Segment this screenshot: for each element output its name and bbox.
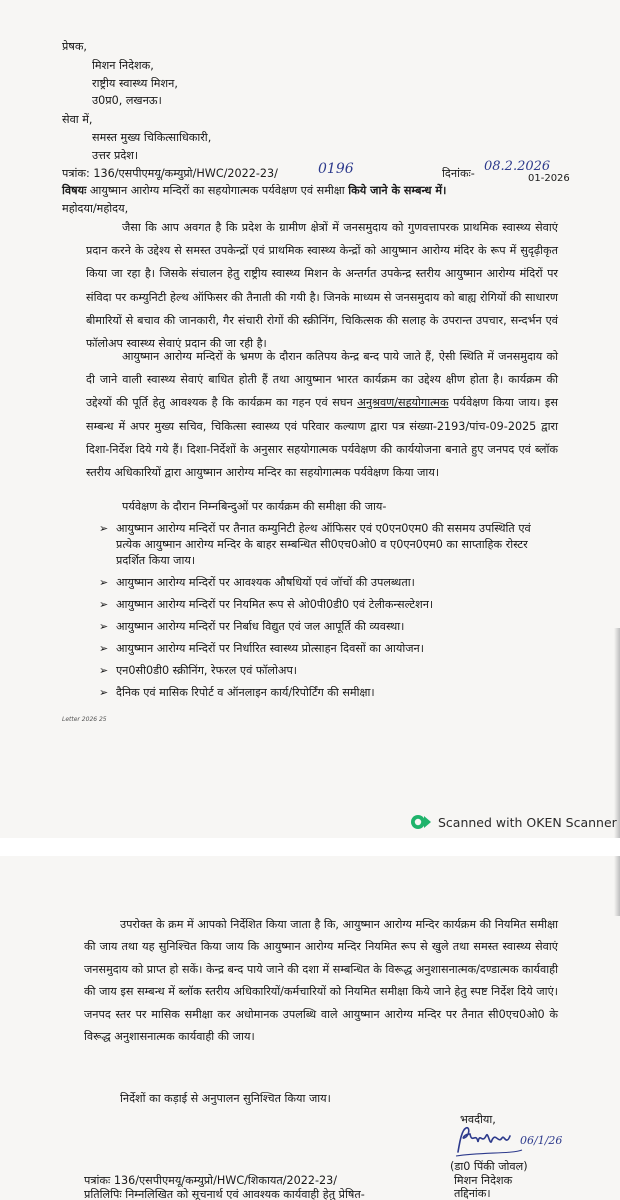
subject-text: आयुष्मान आरोग्य मन्दिरों का सहयोगात्मक पर्यवेक्षण एवं समीक्षा bbox=[86, 184, 349, 197]
list-item: ➢ एन0सी0डी0 स्क्रीनिंग, रेफरल एवं फॉलोअप। bbox=[116, 663, 558, 679]
scanner-text: Scanned with OKEN Scanner bbox=[438, 814, 617, 830]
signatory-name: (डा0 पिंकी जोवल) bbox=[450, 1160, 528, 1173]
page2-paragraph-1: उपरोक्त के क्रम में आपको निर्देशित किया जाता है कि, आयुष्मान आरोग्य मन्दिर कार्यक्रम की नियमित समीक्षा की जाय तथा यह सुनिश्चित किया जाय कि आयुष्मान आरोग्य मन्दिर नियमित रूप से खुले तथा समस्त स्वास्थ्य सेवाएं जनसमुदाय को प्राप्त हो सकें। केन्द्र बन्द पाये जाने की दशा में सम्बन्धित के विरूद्ध अनुशासनात्मक/दण्डात्मक कार्यवाही की जाय इस सम्बन्ध में ब्लॉक स्तरीय अधिकारियों/कर्मचारियों को नियमित समीक्षा किये जाने हेतु स्पष्ट निर्देश दिये जाएं। जनपद स्तर पर मासिक समीक्षा कर अधोमानक उपलब्धि वाले आयुष्मान आरोग्य मन्दिर पर तैनात सी0एच0ओ0 के विरूद्ध अनुशासनात्मक कार्यवाही की जाय। bbox=[84, 918, 558, 1044]
date-label: दिनांकः- bbox=[442, 167, 475, 180]
list-item: ➢ आयुष्मान आरोग्य मन्दिरों पर निर्धारित स्वास्थ्य प्रोत्साहन दिवसों का आयोजन। bbox=[116, 641, 558, 657]
signature-date: 06/1/26 bbox=[520, 1134, 563, 1147]
paragraph-2-part-b: पर्यवेक्षण किया जाय। इस सम्बन्ध में अपर मुख्य सचिव, चिकित्सा स्वास्थ्य एवं परिवार कल्याण द्वारा पत्र संख्या-2193/पांच-09-2025 द्वारा दिशा-निर्देश दिये गये हैं। दिशा-निर्देशों के अनुसार सहयोगात्मक पर्यवेक्षण की कार्ययोजना बनाते हुए जनपद एवं ब्लॉक स्तरीय अधिकारियों द्वारा आयुष्मान आरोग्य मन्दिर का सहयोगात्मक पर्यवेक्षण किया जाय। bbox=[86, 396, 558, 480]
sender-line-3: उ0प्र0, लखनऊ। bbox=[92, 94, 162, 107]
recipient-line-2: उत्तर प्रदेश। bbox=[92, 149, 139, 162]
sender-line-1: मिशन निदेशक, bbox=[92, 59, 154, 72]
paragraph-2-part-a: आयुष्मान आरोग्य मन्दिरों के भ्रमण के दौरान कतिपय केन्द्र बन्द पाये जाते हैं, ऐसी स्थिति में जनसमुदाय को दी जाने वाली स्वास्थ्य सेवाएं बाधित होती हैं तथा आयुष्मान भारत कार्यक्रम का उद्देश्य क्षीण होता है। कार्यक्रम की उद्देश्यों की पूर्ति हेतु आवश्यक है कि कार्यक्रम का गहन एवं सघन bbox=[86, 350, 558, 410]
reference-number-2: पत्रांकः 136/एसपीएमयू/कम्युप्रो/HWC/शिकायत/2022-23/ bbox=[84, 1174, 338, 1187]
closing: भवदीया, bbox=[460, 1113, 496, 1126]
salutation: महोदया/महोदय, bbox=[62, 202, 129, 215]
page-fold-shadow bbox=[614, 856, 620, 916]
list-intro: पर्यवेक्षण के दौरान निम्नबिन्दुओं पर कार्यक्रम की समीक्षा की जाय- bbox=[122, 500, 387, 513]
sender-line-2: राष्ट्रीय स्वास्थ्य मिशन, bbox=[92, 77, 178, 90]
scanner-watermark bbox=[410, 814, 617, 830]
page2-paragraph-2: निर्देशों का कड़ाई से अनुपालन सुनिश्चित किया जाय। bbox=[120, 1092, 331, 1105]
recipient-label: सेवा में, bbox=[62, 113, 93, 126]
recipient-line-1: समस्त मुख्य चिकित्साधिकारी, bbox=[92, 131, 212, 144]
reference-number: पत्रांक: 136/एसपीएमयू/कम्युप्रो/HWC/2022-23/ bbox=[62, 167, 278, 180]
list-item: ➢ आयुष्मान आरोग्य मन्दिरों पर तैनात कम्युनिटी हेल्थ ऑफिसर एवं ए0एन0एम0 की ससमय उपस्थिति एवं प्रत्येक आयुष्मान आरोग्य मन्दिर के बाहर सम्बन्धित सी0एच0ओ0 व ए0एन0एम0 का साप्ताहिक रोस्टर प्रदर्शित किया जाय। bbox=[116, 521, 558, 569]
reference-handwritten: 0196 bbox=[318, 161, 354, 177]
list-item: ➢ दैनिक एवं मासिक रिपोर्ट व ऑनलाइन कार्य/रिपोर्टिंग की समीक्षा। bbox=[116, 685, 558, 701]
subject-bold-text: किये जाने के सम्बन्ध में। bbox=[348, 184, 447, 197]
oken-scanner-logo-icon bbox=[410, 814, 432, 830]
review-points-list bbox=[116, 521, 558, 707]
page-gap bbox=[0, 838, 620, 856]
list-item: ➢ आयुष्मान आरोग्य मन्दिरों पर निर्बाध विद्युत एवं जल आपूर्ति की व्यवस्था। bbox=[116, 619, 558, 635]
subject-line bbox=[62, 184, 446, 198]
page-fold-shadow bbox=[614, 628, 620, 838]
list-item: ➢ आयुष्मान आरोग्य मन्दिरों पर आवश्यक औषधियों एवं जॉचों की उपलब्धता। bbox=[116, 575, 558, 591]
list-item: ➢ आयुष्मान आरोग्य मन्दिरों पर नियमित रूप से ओ0पी0डी0 एवं टेलीकन्सल्टेशन। bbox=[116, 597, 558, 613]
copy-to-line: प्रतिलिपिः निम्नलिखित को सूचनार्थ एवं आवश्यक कार्यवाही हेतु प्रेषित- bbox=[84, 1188, 365, 1200]
sender-label: प्रेषक, bbox=[62, 40, 87, 53]
date-printed: 01-2026 bbox=[528, 173, 570, 184]
footer-code: Letter 2026 25 bbox=[62, 716, 107, 723]
date-handwritten: 08.2.2026 bbox=[484, 159, 551, 174]
tadinank: तद्दिनांक। bbox=[454, 1187, 491, 1200]
signatory-title: मिशन निदेशक bbox=[454, 1174, 513, 1187]
paragraph-2-underlined: अनुश्रवण/सहयोगात्मक bbox=[357, 396, 449, 410]
letter-page-2 bbox=[0, 856, 620, 1200]
paragraph-1: जैसा कि आप अवगत है कि प्रदेश के ग्रामीण क्षेत्रों में जनसमुदाय को गुणवत्तापरक प्राथमिक स्वास्थ्य सेवाएं प्रदान करने के उद्देश्य से समस्त उपकेन्द्रों एवं प्राथमिक स्वास्थ्य केन्द्रों को आयुष्मान आरोग्य मंदिर के रूप में सुदृढ़ीकृत किया जा रहा है। जिसके संचालन हेतु राष्ट्रीय स्वास्थ्य मिशन के अन्तर्गत उपकेन्द्र स्तरीय आयुष्मान आरोग्य मंदिरों पर संविदा पर कम्युनिटी हेल्थ ऑफिसर की तैनाती की गयी है। जिनके माध्यम से जनसमुदाय को बाह्य रोगियों की साधारण बीमारियों से बचाव की जानकारी, गैर संचारी रोगों की स्क्रीनिंग, चिकित्सक की सलाह के उपरान्त उपचार, सन्दर्भन एवं फॉलोअप स्वास्थ्य सेवाएं प्रदान की जा रही है। bbox=[86, 221, 558, 351]
subject-label: विषयः bbox=[62, 184, 87, 197]
paragraph-2 bbox=[86, 345, 558, 484]
